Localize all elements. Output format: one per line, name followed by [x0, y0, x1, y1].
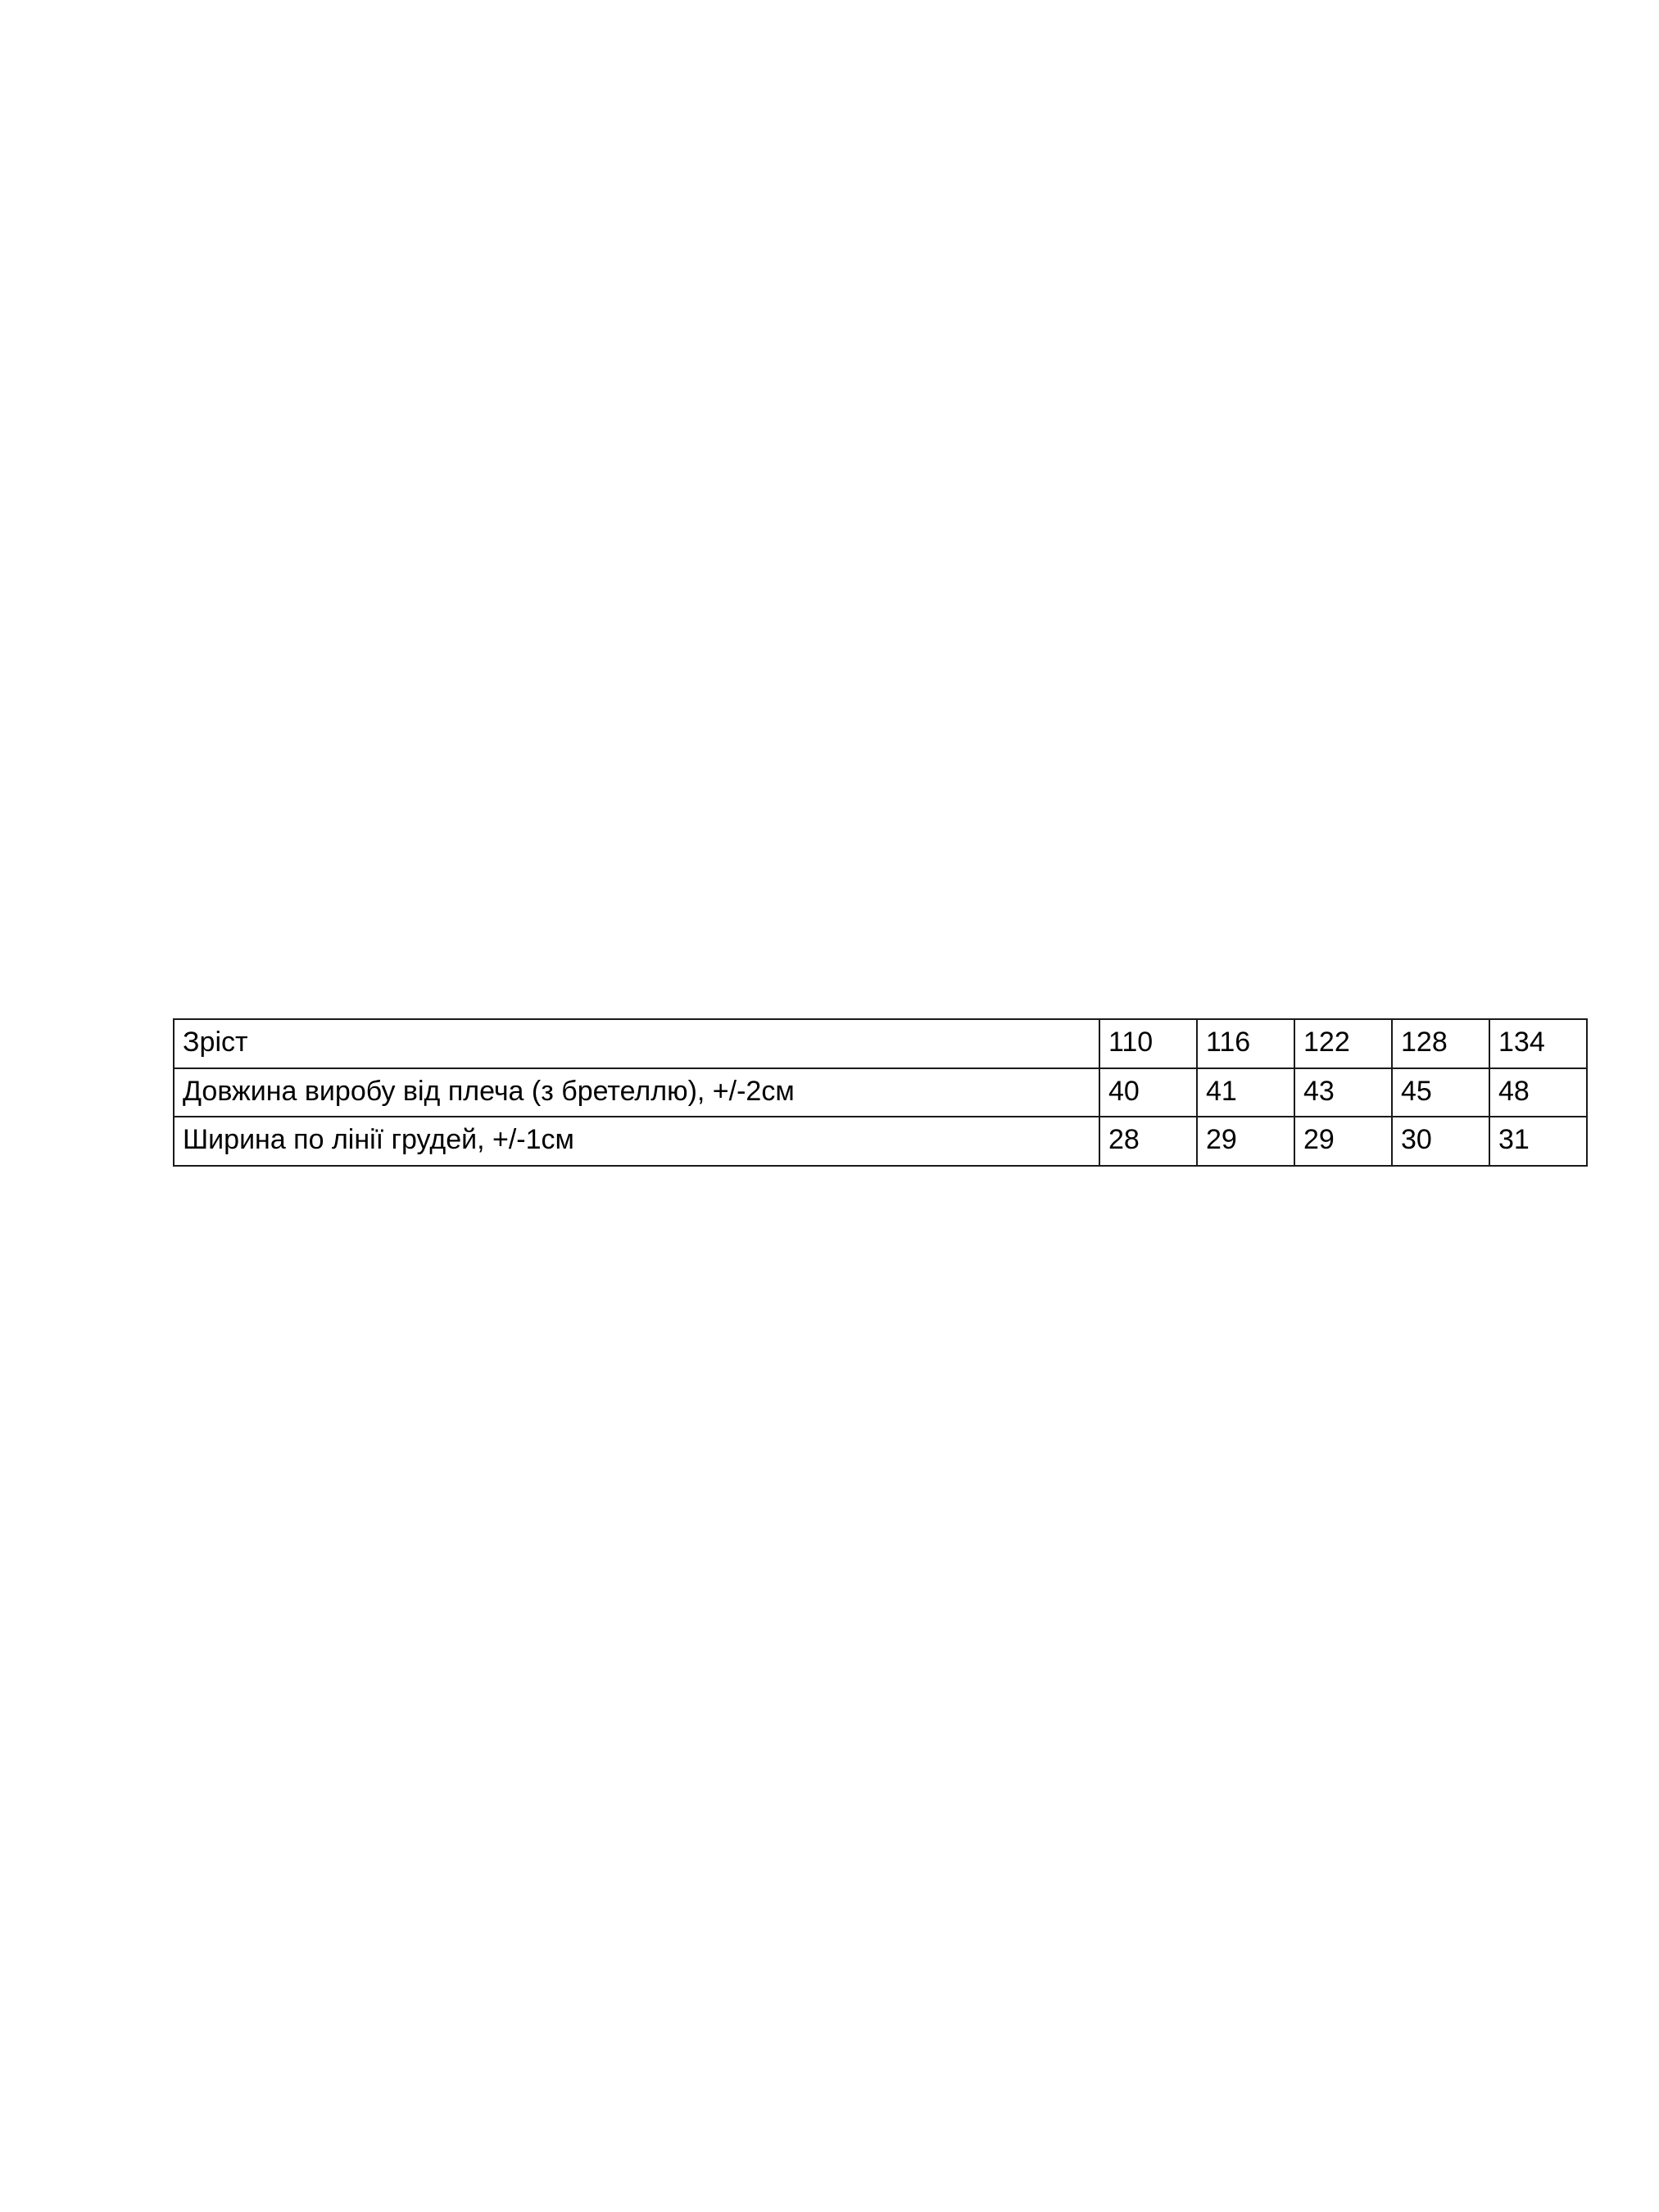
size-chart-container [173, 1018, 1545, 1167]
row-value: 45 [1392, 1068, 1489, 1117]
row-label: Зріст [174, 1019, 1099, 1068]
row-value: 43 [1294, 1068, 1392, 1117]
row-value: 116 [1197, 1019, 1294, 1068]
row-value: 110 [1099, 1019, 1197, 1068]
row-value: 31 [1489, 1117, 1587, 1166]
row-value: 48 [1489, 1068, 1587, 1117]
table-row [174, 1019, 1587, 1068]
row-value: 28 [1099, 1117, 1197, 1166]
row-value: 128 [1392, 1019, 1489, 1068]
row-value: 122 [1294, 1019, 1392, 1068]
row-value: 30 [1392, 1117, 1489, 1166]
table-row [174, 1068, 1587, 1117]
size-chart-table [173, 1018, 1588, 1167]
row-value: 29 [1197, 1117, 1294, 1166]
row-label: Довжина виробу від плеча (з бретеллю), +/-2см [174, 1068, 1099, 1117]
size-chart-body [174, 1019, 1587, 1166]
row-value: 41 [1197, 1068, 1294, 1117]
table-row [174, 1117, 1587, 1166]
row-value: 134 [1489, 1019, 1587, 1068]
row-value: 29 [1294, 1117, 1392, 1166]
row-label: Ширина по лінії грудей, +/-1см [174, 1117, 1099, 1166]
row-value: 40 [1099, 1068, 1197, 1117]
